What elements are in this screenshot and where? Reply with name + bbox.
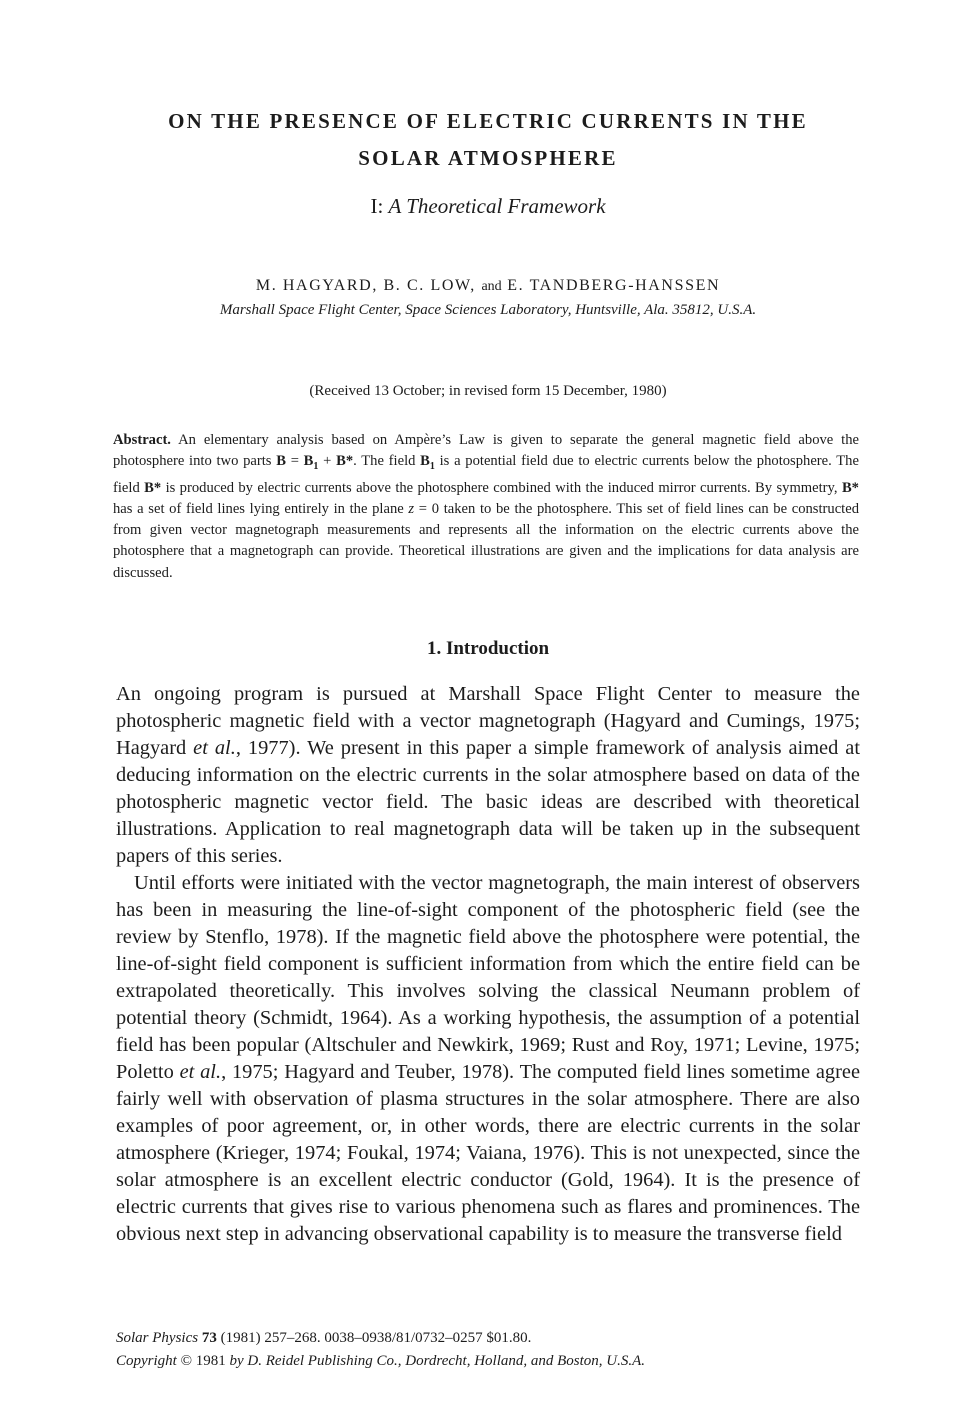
subtitle-text: A Theoretical Framework (388, 194, 606, 218)
et-al: et al. (179, 1061, 222, 1083)
abstract-text: is a potential field due to electric currents below the photosphere. The field (113, 453, 859, 496)
math-Bstar: B* (841, 479, 859, 496)
et-al: et al. (193, 737, 236, 759)
paper-title-line-1: ON THE PRESENCE OF ELECTRIC CURRENTS IN THE (168, 109, 808, 133)
copyright-line: Copyright © 1981 by D. Reidel Publishing Co., Dordrecht, Holland, and Boston, U.S.A. (116, 1353, 646, 1369)
authors-part-2: E. TANDBERG-HANSSEN (507, 277, 721, 294)
abstract-text: has a set of field lines lying entirely in the plane (113, 500, 404, 517)
math-equals: = (290, 453, 299, 470)
abstract (113, 430, 859, 584)
abstract-label: Abstract. (113, 432, 171, 448)
authors-part-1: M. HAGYARD, B. C. LOW, (255, 277, 476, 294)
received-date: (Received 13 October; in revised form 15 December, 1980) (309, 383, 667, 399)
paper-subtitle (0, 194, 976, 219)
subtitle-prefix: I: (370, 194, 384, 218)
math-equals-zero: = 0 (418, 500, 440, 517)
math-z: z (408, 500, 415, 517)
footer (116, 1327, 860, 1373)
math-B1: $B_1$ (420, 453, 435, 473)
math-Bstar: B* (336, 453, 354, 470)
abstract-text: is produced by electric currents above the photosphere combined with the induced mirror currents. By symmetry, (165, 479, 838, 496)
paragraph-1: An ongoing program is pursued at Marshall Space Flight Center to measure the photospheric magnetic field with a vector magnetograph (Hagyard and Cumings, 1975; Hagyard et al., 1977). We present in this paper a simple framework of analysis aimed at deducing information on the electric currents in the solar atmosphere based on data of the photospheric magnetic vector field. The basic ideas are described with theoretical illustrations. Application to real magnetograph data will be taken up in the subsequent papers of this series. (116, 683, 860, 867)
math-B: B (276, 453, 286, 470)
journal-volume: 73 (201, 1330, 217, 1346)
math-Bstar: B* (144, 479, 162, 496)
math-B1: $B_1$ (303, 453, 319, 473)
affiliation: Marshall Space Flight Center, Space Sciences Laboratory, Huntsville, Ala. 35812, U.S.A. (219, 302, 757, 318)
abstract-text: An elementary analysis based on Ampère’s Law is given to separate the general magnetic field above the photosphere into two parts (113, 432, 859, 470)
citation-details: (1981) 257–268. 0038–0938/81/0732–0257 $01.80. (220, 1330, 532, 1346)
paragraph-2: Until efforts were initiated with the vector magnetograph, the main interest of observers has been in measuring the line-of-sight component of the photospheric field (see the review by Stenflo, 1978). If the magnetic field above the photosphere were potential, the line-of-sight field component is sufficient information from which the entire field can be extrapolated theoretically. This involves solving the classical Neumann problem of potential theory (Schmidt, 1964). As a working hypothesis, the assumption of a potential field has been popular (Altschuler and Newkirk, 1969; Rust and Roy, 1971; Levine, 1975; Poletto et al., 1975; Hagyard and Teuber, 1978). The computed field lines sometime agree fairly well with observation of plasma structures in the solar atmosphere. There are also examples of poor agreement, or, in other words, there are electric currents in the solar atmosphere (Krieger, 1974; Foukal, 1974; Vaiana, 1976). This is not unexpected, since the solar atmosphere is an excellent electric conductor (Gold, 1964). It is the presence of electric currents that gives rise to various phenomena such as flares and prominences. The obvious next step in advancing observational capability is to measure the transverse field (116, 872, 860, 1245)
abstract-text: taken to be the photosphere. This set of field lines can be constructed from given vector magnetograph measurements and represents all the information on the electric currents above the photosphere that a magnetograph can provide. Theoretical illustrations are given and the implications for data analysis are discussed. (113, 500, 860, 581)
abstract-text: . The field (353, 453, 416, 470)
author-list (0, 277, 976, 295)
section-heading: 1. Introduction (426, 638, 550, 659)
paper-title-line-2: SOLAR ATMOSPHERE (358, 146, 618, 170)
journal-name: Solar Physics (116, 1330, 199, 1346)
body-text (116, 681, 860, 1248)
copyright-icon: © (180, 1353, 192, 1369)
journal-citation (116, 1327, 860, 1350)
math-plus: + (323, 453, 332, 470)
authors-and: and (481, 279, 502, 294)
